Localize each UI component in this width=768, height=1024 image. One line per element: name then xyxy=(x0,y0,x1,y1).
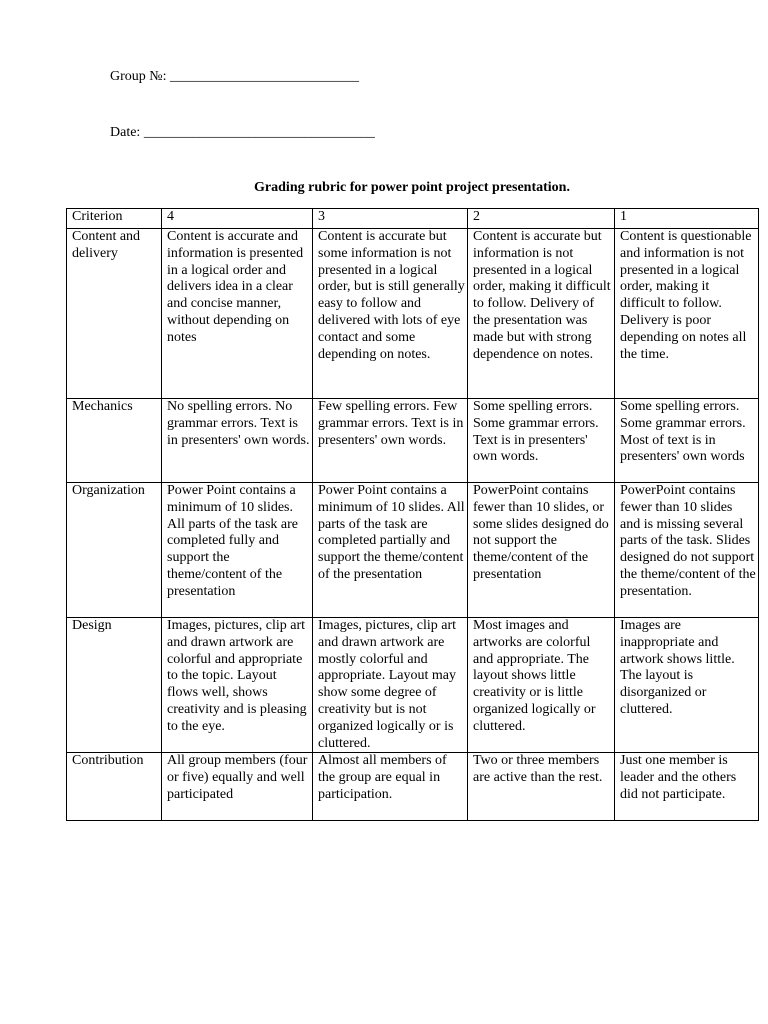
rubric-cell: Some spelling errors. Some grammar errors. Most of text is in presenters' own words xyxy=(615,399,759,483)
rubric-cell: Images, pictures, clip art and drawn artwork are colorful and appropriate to the topic. Layout flows well, shows creativity and is pleasing to the eye. xyxy=(162,618,313,753)
rubric-cell: Content is accurate and information is presented in a logical order and delivers idea in a clear and concise manner, without depending on notes xyxy=(162,229,313,399)
rubric-cell: PowerPoint contains fewer than 10 slides and is missing several parts of the task. Slides designed do not support the theme/content of the presentation. xyxy=(615,483,759,618)
rubric-title: Grading rubric for power point project presentation. xyxy=(254,180,570,195)
rubric-cell: Almost all members of the group are equal in participation. xyxy=(313,753,468,821)
table-row-organization xyxy=(67,483,759,618)
table-row-contribution xyxy=(67,753,759,821)
group-number-field: Group №: ___________________________ xyxy=(110,69,360,84)
column-header-score-3: 3 xyxy=(313,209,468,229)
column-header-score-1: 1 xyxy=(615,209,759,229)
column-header-score-2: 2 xyxy=(468,209,615,229)
table-row-mechanics xyxy=(67,399,759,483)
rubric-cell: All group members (four or five) equally and well participated xyxy=(162,753,313,821)
criterion-cell: Organization xyxy=(67,483,162,618)
rubric-cell: Images, pictures, clip art and drawn artwork are mostly colorful and appropriate. Layout may show some degree of creativity but is not organized logically or is cluttered. xyxy=(313,618,468,753)
column-header-criterion: Criterion xyxy=(67,209,162,229)
rubric-cell: Power Point contains a minimum of 10 slides. All parts of the task are completed partially and support the theme/content of the presentation xyxy=(313,483,468,618)
rubric-cell: Power Point contains a minimum of 10 slides. All parts of the task are completed fully and support the theme/content of the presentation xyxy=(162,483,313,618)
table-row-content-and-delivery xyxy=(67,229,759,399)
rubric-cell: Two or three members are active than the rest. xyxy=(468,753,615,821)
rubric-cell: PowerPoint contains fewer than 10 slides, or some slides designed do not support the theme/content of the presentation xyxy=(468,483,615,618)
criterion-cell: Content and delivery xyxy=(67,229,162,399)
rubric-cell: Images are inappropriate and artwork shows little. The layout is disorganized or cluttered. xyxy=(615,618,759,753)
rubric-cell: Just one member is leader and the others did not participate. xyxy=(615,753,759,821)
rubric-cell: No spelling errors. No grammar errors. Text is in presenters' own words. xyxy=(162,399,313,483)
criterion-cell: Mechanics xyxy=(67,399,162,483)
rubric-cell: Content is accurate but information is not presented in a logical order, making it difficult to follow. Delivery of the presentation was made but with strong dependence on notes. xyxy=(468,229,615,399)
rubric-cell: Few spelling errors. Few grammar errors. Text is in presenters' own words. xyxy=(313,399,468,483)
grading-rubric-table xyxy=(66,208,759,821)
rubric-cell: Most images and artworks are colorful and appropriate. The layout shows little creativity or is little organized logically or cluttered. xyxy=(468,618,615,753)
column-header-score-4: 4 xyxy=(162,209,313,229)
rubric-cell: Some spelling errors. Some grammar errors. Text is in presenters' own words. xyxy=(468,399,615,483)
rubric-cell: Content is questionable and information is not presented in a logical order, making it difficult to follow. Delivery is poor depending on notes all the time. xyxy=(615,229,759,399)
rubric-cell: Content is accurate but some information is not presented in a logical order, but is still generally easy to follow and delivered with lots of eye contact and some depending on notes. xyxy=(313,229,468,399)
table-row-design xyxy=(67,618,759,753)
criterion-cell: Contribution xyxy=(67,753,162,821)
table-header-row xyxy=(67,209,759,229)
date-field: Date: _________________________________ xyxy=(110,125,375,140)
criterion-cell: Design xyxy=(67,618,162,753)
